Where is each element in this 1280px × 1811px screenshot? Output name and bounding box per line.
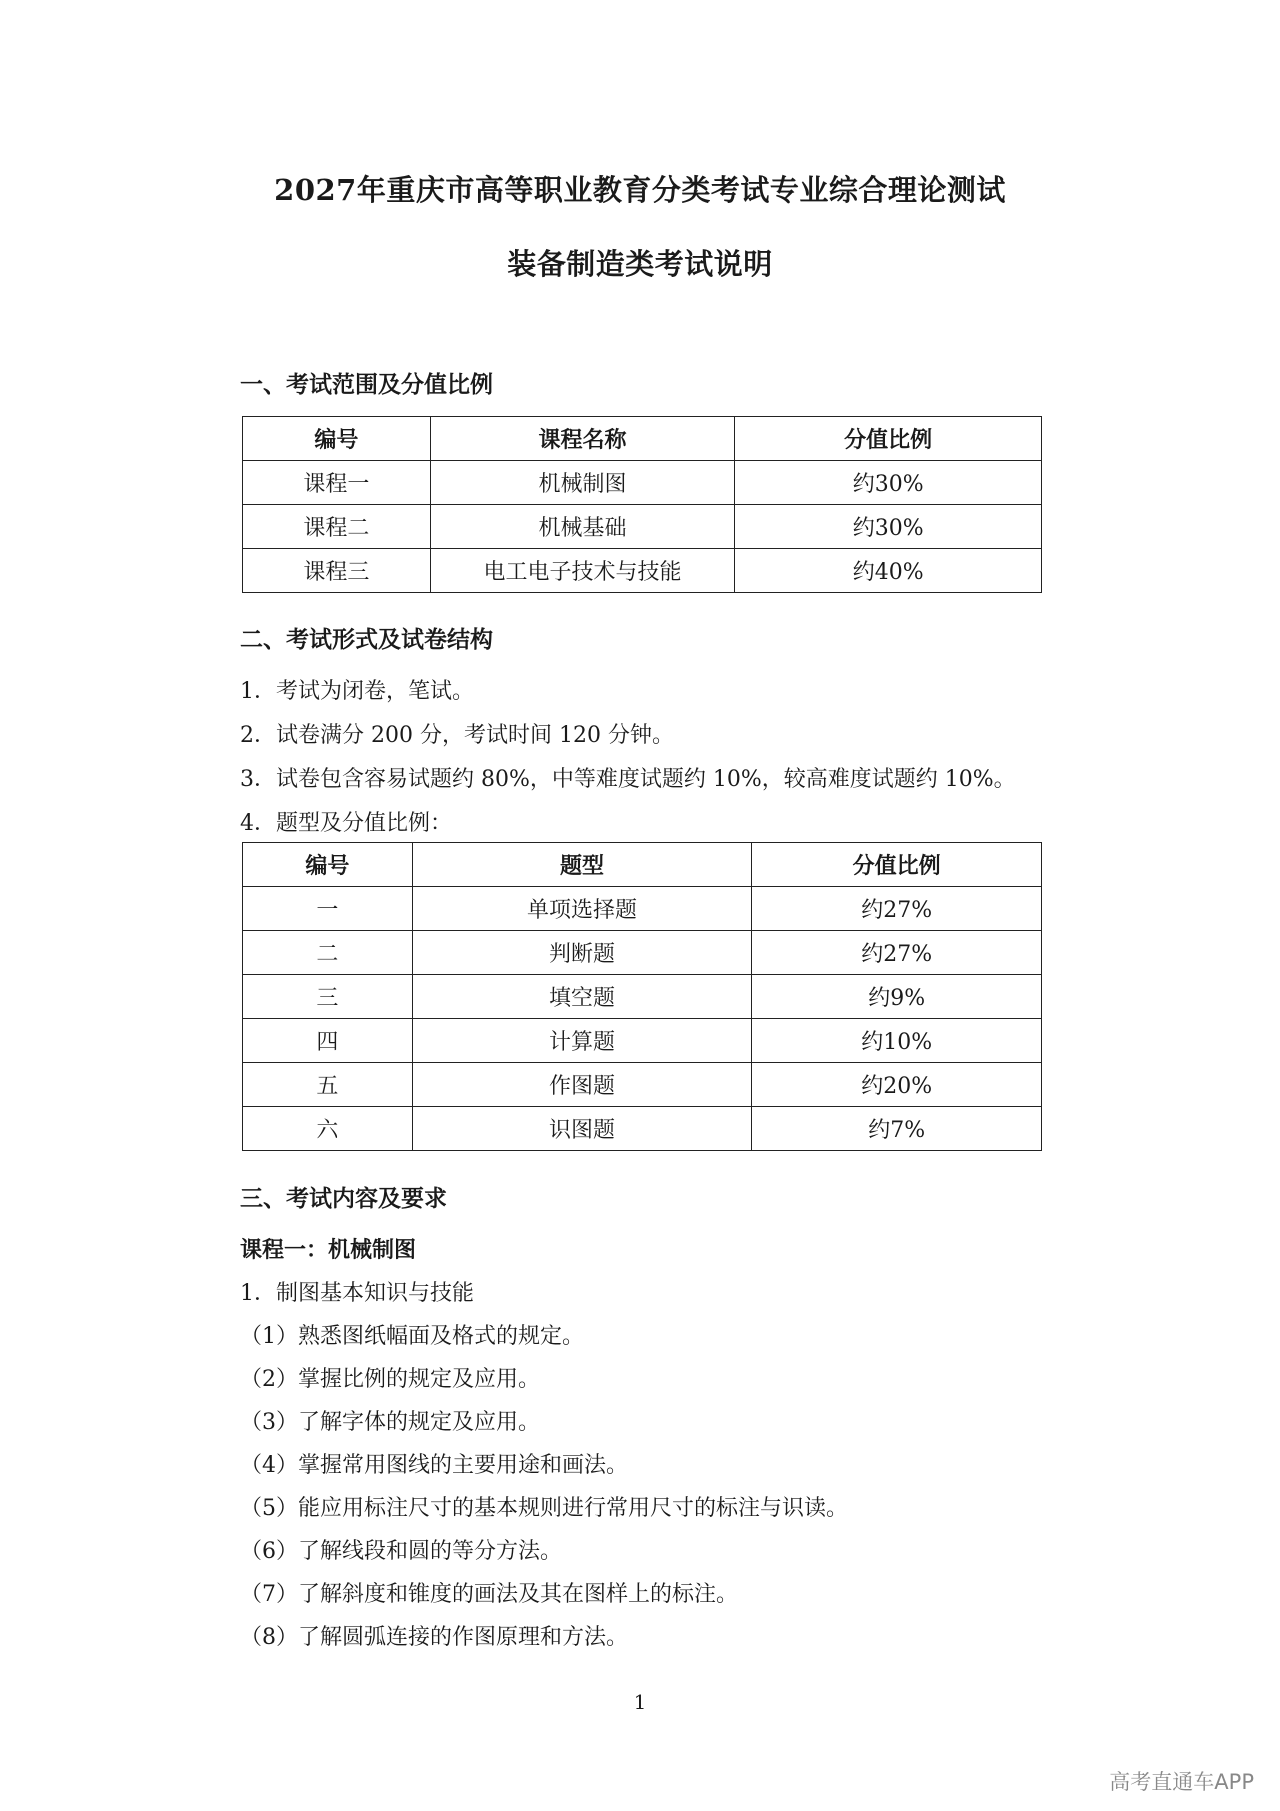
requirement-item: （7）了解斜度和锥度的画法及其在图样上的标注。 xyxy=(240,1582,738,1607)
table-cell: 约27% xyxy=(752,887,1042,931)
table-header-cell: 编号 xyxy=(243,417,431,461)
table-row xyxy=(243,975,1042,1019)
section3-heading: 三、考试内容及要求 xyxy=(240,1185,447,1212)
requirement-item: （1）熟悉图纸幅面及格式的规定。 xyxy=(240,1324,584,1349)
table-row xyxy=(243,1107,1042,1151)
table-cell: 约27% xyxy=(752,931,1042,975)
requirement-item: （2）掌握比例的规定及应用。 xyxy=(240,1367,540,1392)
exam-format-item: 2．试卷满分 200 分，考试时间 120 分钟。 xyxy=(240,723,674,748)
exam-format-item: 3．试卷包含容易试题约 80%，中等难度试题约 10%，较高难度试题约 10%。 xyxy=(240,767,1016,792)
table-header-cell: 题型 xyxy=(412,843,752,887)
section1-heading: 一、考试范围及分值比例 xyxy=(240,371,493,398)
table-header-cell: 课程名称 xyxy=(430,417,735,461)
table-cell: 课程二 xyxy=(243,505,431,549)
watermark: 高考直通车APP xyxy=(1109,1770,1254,1794)
table-cell: 机械基础 xyxy=(430,505,735,549)
course-score-table xyxy=(242,416,1042,593)
table-cell: 约9% xyxy=(752,975,1042,1019)
table-cell: 四 xyxy=(243,1019,413,1063)
table-header-row xyxy=(243,417,1042,461)
question-type-table xyxy=(242,842,1042,1151)
table-cell: 计算题 xyxy=(412,1019,752,1063)
table-cell: 约30% xyxy=(735,461,1042,505)
content-subheading: 1．制图基本知识与技能 xyxy=(240,1281,474,1306)
table-cell: 一 xyxy=(243,887,413,931)
table-cell: 电工电子技术与技能 xyxy=(430,549,735,593)
exam-format-item: 4．题型及分值比例： xyxy=(240,811,452,836)
table-row xyxy=(243,461,1042,505)
table-row xyxy=(243,887,1042,931)
table-cell: 约40% xyxy=(735,549,1042,593)
table-cell: 二 xyxy=(243,931,413,975)
table-cell: 五 xyxy=(243,1063,413,1107)
course-heading: 课程一：机械制图 xyxy=(240,1237,417,1263)
table-cell: 三 xyxy=(243,975,413,1019)
table-row xyxy=(243,931,1042,975)
table-header-cell: 分值比例 xyxy=(735,417,1042,461)
table-header-cell: 分值比例 xyxy=(752,843,1042,887)
table-cell: 单项选择题 xyxy=(412,887,752,931)
table-row xyxy=(243,1019,1042,1063)
table-cell: 课程一 xyxy=(243,461,431,505)
table-cell: 约10% xyxy=(752,1019,1042,1063)
table-cell: 识图题 xyxy=(412,1107,752,1151)
table-cell: 课程三 xyxy=(243,549,431,593)
requirement-item: （4）掌握常用图线的主要用途和画法。 xyxy=(240,1453,628,1478)
exam-format-item: 1．考试为闭卷，笔试。 xyxy=(240,679,474,704)
page-number: 1 xyxy=(633,1690,647,1714)
document-subtitle: 装备制造类考试说明 xyxy=(507,247,773,281)
table-cell: 判断题 xyxy=(412,931,752,975)
table-row xyxy=(243,505,1042,549)
requirement-item: （5）能应用标注尺寸的基本规则进行常用尺寸的标注与识读。 xyxy=(240,1496,848,1521)
table-header-row xyxy=(243,843,1042,887)
table-cell: 机械制图 xyxy=(430,461,735,505)
table-cell: 填空题 xyxy=(412,975,752,1019)
requirement-item: （6）了解线段和圆的等分方法。 xyxy=(240,1539,562,1564)
section2-heading: 二、考试形式及试卷结构 xyxy=(240,626,493,653)
document-title: 2027年重庆市高等职业教育分类考试专业综合理论测试 xyxy=(274,173,1006,207)
table-row xyxy=(243,1063,1042,1107)
table-cell: 作图题 xyxy=(412,1063,752,1107)
requirement-item: （3）了解字体的规定及应用。 xyxy=(240,1410,540,1435)
table-cell: 六 xyxy=(243,1107,413,1151)
table-cell: 约30% xyxy=(735,505,1042,549)
requirement-item: （8）了解圆弧连接的作图原理和方法。 xyxy=(240,1625,628,1650)
table-cell: 约7% xyxy=(752,1107,1042,1151)
table-row xyxy=(243,549,1042,593)
table-header-cell: 编号 xyxy=(243,843,413,887)
table-cell: 约20% xyxy=(752,1063,1042,1107)
